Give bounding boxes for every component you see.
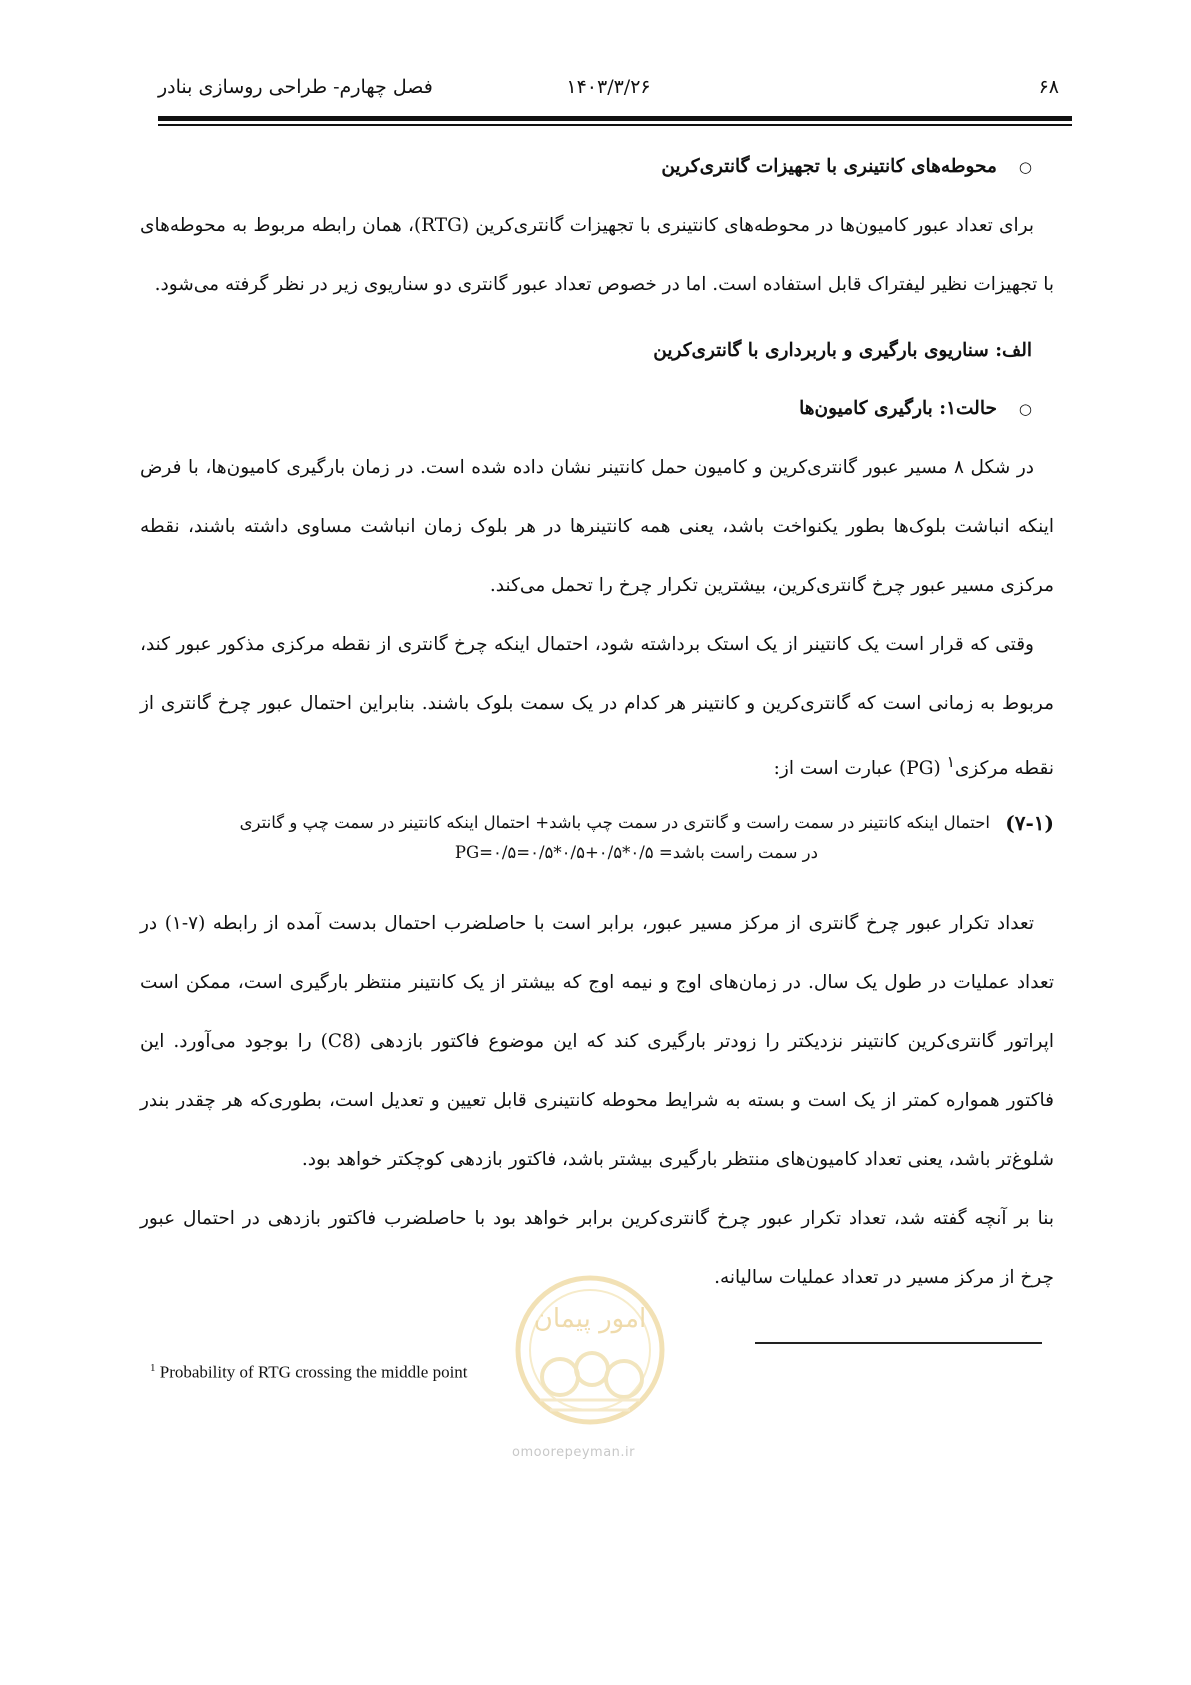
page-number: ۶۸: [1038, 76, 1059, 98]
omoore-peyman-logo-icon: [500, 1265, 680, 1435]
page-header: [158, 76, 1059, 106]
equation-7-1: [140, 808, 1054, 868]
header-date: ۱۴۰۳/۳/۲۶: [566, 76, 651, 98]
equation-line-2: در سمت راست باشد= ۰/۵*۰/۵+۰/۵*۰/۵=۰/۵=PG: [454, 843, 818, 863]
logo-text: امور پیمان: [533, 1304, 647, 1334]
paragraph-5: بنا بر آنچه گفته شد، تعداد تکرار عبور چرخ گانتری‌کرین برابر خواهد بود با حاصلضرب فاکتور بازدهی در احتمال عبور چرخ از مرکز مسیر در تعداد عملیات سالیانه.: [140, 1208, 1054, 1289]
footnote-rule: [755, 1342, 1042, 1344]
section-heading-text: محوطه‌های کانتینری با تجهیزات گانتری‌کرین: [661, 156, 997, 177]
equation-number: (۷-۱): [1005, 811, 1054, 836]
page-body: [140, 144, 1054, 1307]
paragraph-4: تعداد تکرار عبور چرخ گانتری از مرکز مسیر عبور، برابر است با حاصلضرب احتمال بدست آمده از رابطه (۷-۱) در تعداد عملیات در طول یک سال. در زمان‌های اوج و نیمه اوج که بیشتر از یک کانتینر منتظر بارگیری است، ممکن است اپراتور گانتری‌کرین کانتینر نزدیکتر را زودتر بارگیری کند که این موضوع فاکتور بازدهی (C8) را بوجود می‌آورد. این فاکتور همواره کمتر از یک است و بسته به شرایط محوطه کانتینری قابل تعیین و تعدیل است، بطوری‌که هر چقدر بندر شلوغ‌تر باشد، یعنی تعداد کامیون‌های منتظر بارگیری بیشتر باشد، فاکتور بازدهی کوچکتر خواهد بود.: [140, 913, 1054, 1171]
paragraph-1: برای تعداد عبور کامیون‌ها در محوطه‌های کانتینری با تجهیزات گانتری‌کرین (RTG)، همان رابطه مربوط به محوطه‌های با تجهیزات نظیر لیفتراک قابل استفاده است. اما در خصوص تعداد عبور گانتری دو سناریوی زیر در نظر گرفته می‌شود.: [140, 215, 1054, 295]
equation-line-1: احتمال اینکه کانتینر در سمت راست و گانتری در سمت چپ باشد+ احتمال اینکه کانتینر در سمت چپ و گانتری: [239, 813, 990, 833]
footnote: [150, 1362, 468, 1383]
paragraph-3-text: وقتی که قرار است یک کانتینر از یک استک برداشته شود، احتمال اینکه چرخ گانتری از نقطه مرکزی مذکور عبور کند، مربوط به زمانی است که گانتری‌کرین و کانتینر هر کدام در یک سمت بلوک باشند. بنابراین احتمال عبور چرخ گانتری از نقطه مرکزی: [140, 634, 1054, 780]
paragraph-2: در شکل ۸ مسیر عبور گانتری‌کرین و کامیون حمل کانتینر نشان داده شده است. در زمان بارگیری کامیون‌ها، با فرض اینکه انباشت بلوک‌ها بطور یکنواخت باشد، یعنی همه کانتینرها در هر بلوک زمان انباشت مساوی داشته باشند، نقطه مرکزی مسیر عبور چرخ گانتری‌کرین، بیشترین تکرار چرخ را تحمل می‌کند.: [140, 457, 1054, 596]
header-rule-thin: [158, 124, 1072, 126]
header-rule-thick: [158, 116, 1072, 121]
footnote-ref: ۱: [946, 753, 955, 771]
footnote-marker: 1: [150, 1362, 156, 1374]
chapter-title: فصل چهارم- طراحی روسازی بنادر: [158, 76, 433, 98]
section-heading-rtg: [140, 144, 1054, 190]
paragraph-3-end: (PG) عبارت است از:: [773, 758, 947, 780]
paragraph-3: [140, 615, 1054, 798]
case1-heading: [140, 386, 1054, 432]
circle-bullet-icon: ○: [1018, 158, 1032, 176]
scenario-a-heading: الف: سناریوی بارگیری و باربرداری با گانتری‌کرین: [653, 340, 1032, 361]
footnote-text: Probability of RTG crossing the middle point: [159, 1362, 468, 1382]
case1-heading-text: حالت۱: بارگیری کامیون‌ها: [799, 398, 997, 419]
circle-bullet-icon: ○: [1018, 400, 1032, 418]
watermark-site: omoorepeyman.ir: [512, 1445, 635, 1460]
